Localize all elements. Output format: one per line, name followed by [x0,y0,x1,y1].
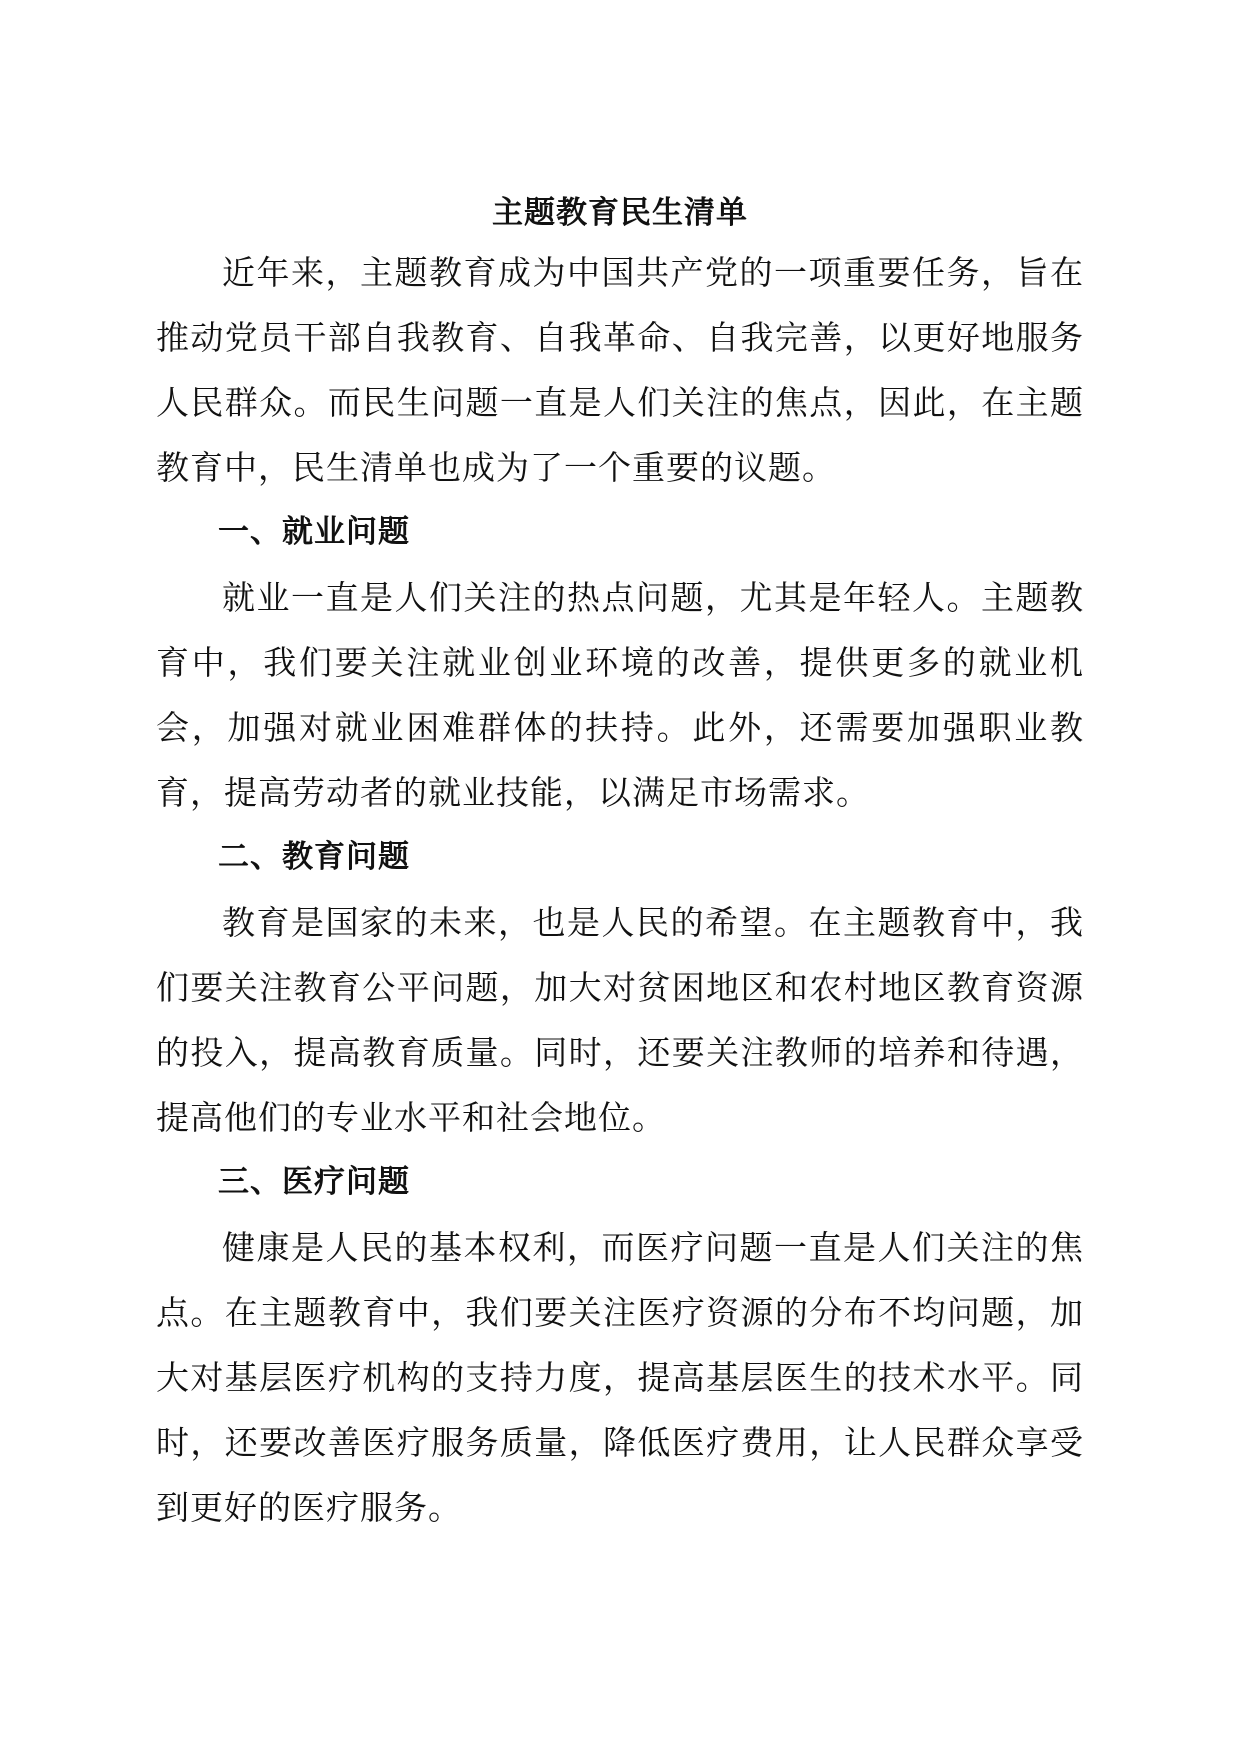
document-title: 主题教育民生清单 [492,195,748,231]
intro-paragraph: 近年来，主题教育成为中国共产党的一项重要任务，旨在推动党员干部自我教育、自我革命、自我完善，以更好地服务人民群众。而民生问题一直是人们关注的焦点，因此，在主题教育中，民生清单也成为了一个重要的议题。 [156,253,1084,487]
section-heading-employment: 一、就业问题 [218,514,410,550]
document-body [156,186,1084,1540]
section-heading-education: 二、教育问题 [218,839,410,875]
section-heading-healthcare: 三、医疗问题 [218,1164,410,1200]
section-body-employment: 就业一直是人们关注的热点问题，尤其是年轻人。主题教育中，我们要关注就业创业环境的改善，提供更多的就业机会，加强对就业困难群体的扶持。此外，还需要加强职业教育，提高劳动者的就业技能，以满足市场需求。 [156,578,1084,812]
section-body-education: 教育是国家的未来，也是人民的希望。在主题教育中，我们要关注教育公平问题，加大对贫困地区和农村地区教育资源的投入，提高教育质量。同时，还要关注教师的培养和待遇，提高他们的专业水平和社会地位。 [156,903,1084,1137]
section-body-healthcare: 健康是人民的基本权利，而医疗问题一直是人们关注的焦点。在主题教育中，我们要关注医疗资源的分布不均问题，加大对基层医疗机构的支持力度，提高基层医生的技术水平。同时，还要改善医疗服务质量，降低医疗费用，让人民群众享受到更好的医疗服务。 [156,1228,1084,1527]
